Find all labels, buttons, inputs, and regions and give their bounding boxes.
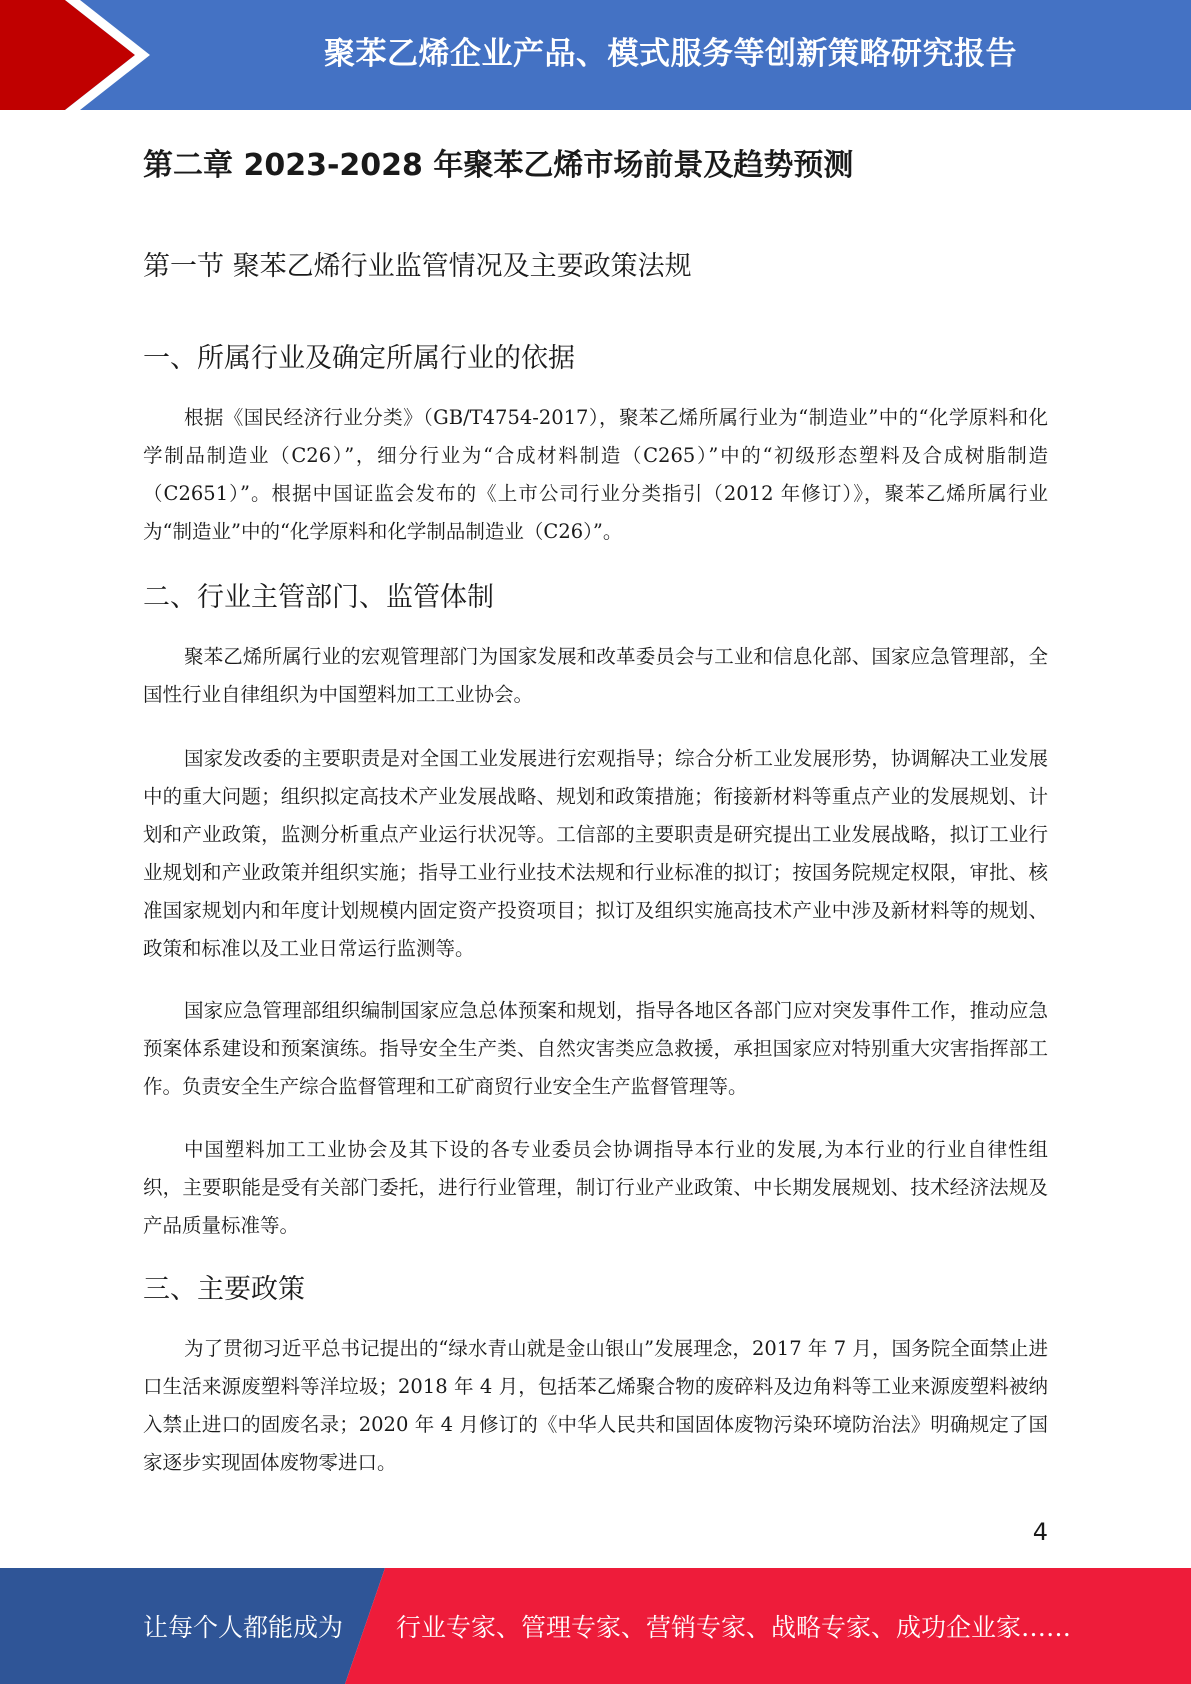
header-title: 聚苯乙烯企业产品、模式服务等创新策略研究报告 xyxy=(324,35,1017,72)
paragraph: 国家发改委的主要职责是对全国工业发展进行宏观指导；综合分析工业发展形势，协调解决工业发展中的重大问题；组织拟定高技术产业发展战略、规划和政策措施；衔接新材料等重点产业的发展规划、计划和产业政策，监测分析重点产业运行状况等。工信部的主要职责是研究提出工业发展战略，拟订工业行业规划和产业政策并组织实施；指导工业行业技术法规和行业标准的拟订；按国务院规定权限，审批、核准国家规划内和年度计划规模内固定资产投资项目；拟订及组织实施高技术产业中涉及新材料等的规划、政策和标准以及工业日常运行监测等。 xyxy=(143,747,1048,960)
footer-slogan-right: 行业专家、管理专家、营销专家、战略专家、成功企业家…… xyxy=(396,1613,1072,1642)
subsection-title-3: 三、主要政策 xyxy=(143,1274,305,1305)
section-title: 第一节 聚苯乙烯行业监管情况及主要政策法规 xyxy=(143,251,692,282)
paragraph: 中国塑料加工工业协会及其下设的各专业委员会协调指导本行业的发展,为本行业的行业自律性组织，主要职能是受有关部门委托，进行行业管理，制订行业产业政策、中长期发展规划、技术经济法规及产品质量标准等。 xyxy=(143,1138,1048,1237)
subsection-title-2: 二、行业主管部门、监管体制 xyxy=(143,582,494,613)
page-header xyxy=(0,0,1191,110)
paragraph: 国家应急管理部组织编制国家应急总体预案和规划，指导各地区各部门应对突发事件工作，推动应急预案体系建设和预案演练。指导安全生产类、自然灾害类应急救援，承担国家应对特别重大灾害指挥部工作。负责安全生产综合监督管理和工矿商贸行业安全生产监督管理等。 xyxy=(143,999,1048,1098)
page-footer xyxy=(0,1568,1191,1684)
paragraph: 聚苯乙烯所属行业的宏观管理部门为国家发展和改革委员会与工业和信息化部、国家应急管理部，全国性行业自律组织为中国塑料加工工业协会。 xyxy=(143,645,1048,706)
paragraph: 为了贯彻习近平总书记提出的“绿水青山就是金山银山”发展理念，2017 年 7 月，国务院全面禁止进口生活来源废塑料等洋垃圾；2018 年 4 月，包括苯乙烯聚合物的废碎料及边角料等工业来源废塑料被纳入禁止进口的固废名录；2020 年 4 月修订的《中华人民共和国固体废物污染环境防治法》明确规定了国家逐步实现固体废物零进口。 xyxy=(143,1337,1048,1474)
footer-slogan-left: 让每个人都能成为 xyxy=(143,1613,344,1642)
chapter-title: 第二章 2023-2028 年聚苯乙烯市场前景及趋势预测 xyxy=(143,148,854,183)
page-number: 4 xyxy=(1032,1518,1048,1546)
paragraph: 根据《国民经济行业分类》（GB/T4754-2017），聚苯乙烯所属行业为“制造业”中的“化学原料和化学制品制造业（C26）”，细分行业为“合成材料制造（C265）”中的“初级形态塑料及合成树脂制造（C2651）”。根据中国证监会发布的《上市公司行业分类指引（2012 年修订）》，聚苯乙烯所属行业为“制造业”中的“化学原料和化学制品制造业（C26）”。 xyxy=(143,406,1048,543)
subsection-title-1: 一、所属行业及确定所属行业的依据 xyxy=(143,343,575,374)
